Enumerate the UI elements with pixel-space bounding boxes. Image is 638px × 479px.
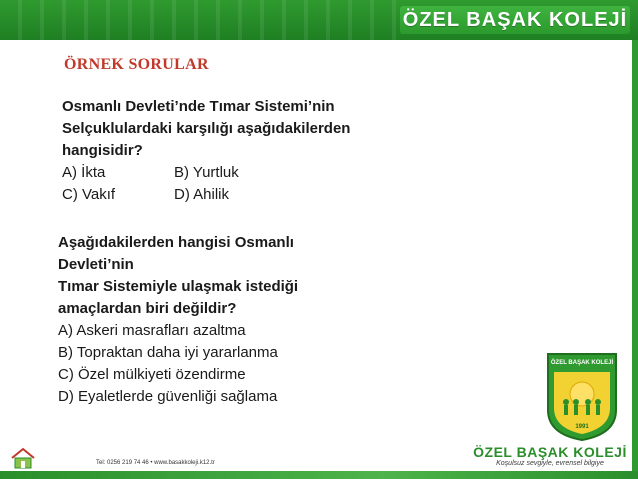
footer-brand-name: ÖZEL BAŞAK KOLEJİ [473,444,627,460]
stem-line: Aşağıdakilerden hangisi Osmanlı [58,234,294,251]
option-b: B) Yurtluk [174,164,239,181]
options-row [62,184,392,206]
school-crest-icon [544,350,620,442]
footer-tagline: Koşulsuz sevgiyle, evrensel bilgiye [496,460,604,467]
right-stripe [632,40,638,471]
question-2-stem [58,232,358,320]
question-1-stem [62,96,392,162]
option-b: B) Topraktan daha iyi yararlanma [58,344,278,361]
header-stripes [0,0,400,40]
house-icon [10,446,36,470]
footer-band [0,471,638,479]
header-band [0,0,638,40]
stem-line: Devleti’nin [58,256,134,273]
brand-plate [400,6,630,34]
crest-text: ÖZEL BAŞAK KOLEJİ [550,360,614,366]
stem-line: Tımar Sistemiyle ulaşmak istediği [58,278,299,295]
footer-brand [470,444,630,467]
stem-line: Selçuklulardaki karşılığı aşağıdakilerden [62,120,351,137]
section-title: ÖRNEK SORULAR [64,56,209,73]
stem-line: amaçlardan biri değildir? [58,300,237,317]
stem-line: Osmanlı Devleti’nde Tımar Sistemi’nin [62,98,335,115]
contact-info: Tel: 0256 219 74 46 • www.basakkoleji.k12.tr [96,460,215,466]
option-c: C) Vakıf [62,186,116,203]
option-a: A) İkta [62,164,106,181]
question-1 [62,96,392,206]
crest-year: 1991 [575,424,589,430]
option-a: A) Askeri masrafları azaltma [58,322,246,339]
brand-name: ÖZEL BAŞAK KOLEJİ [402,8,628,31]
option-d: D) Eyaletlerde güvenliği sağlama [58,388,278,405]
question-2 [58,232,358,408]
option-d: D) Ahilik [174,186,230,203]
option-c: C) Özel mülkiyeti özendirme [58,366,246,383]
options-row [62,162,392,184]
stem-line: hangisidir? [62,142,143,159]
